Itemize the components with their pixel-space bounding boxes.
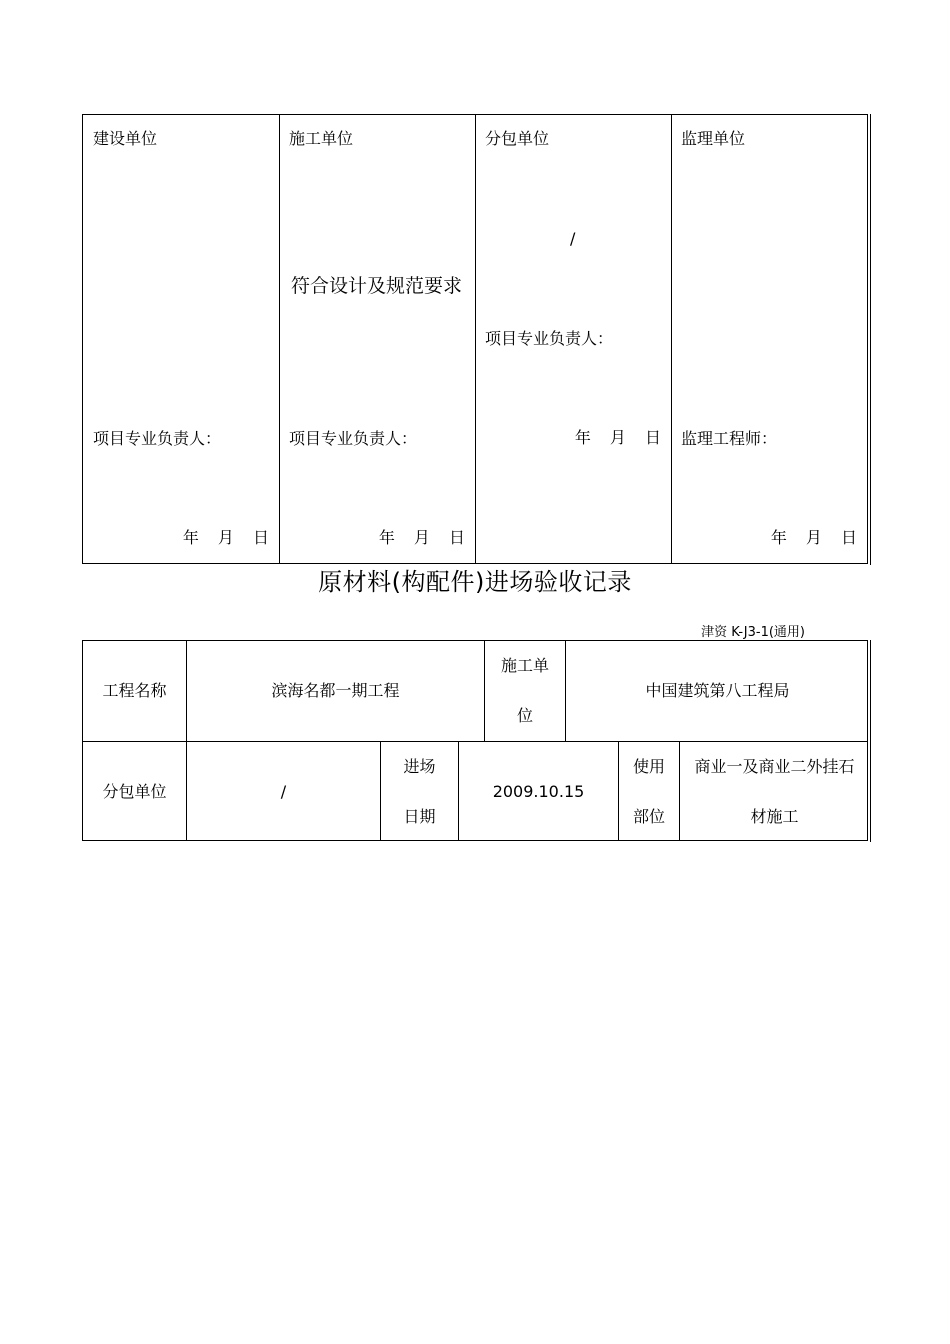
owner-person-label: 项目专业负责人： <box>93 429 222 448</box>
subcontractor-unit-header: 分包单位 <box>485 129 550 148</box>
owner-unit-cell <box>83 115 279 563</box>
supervisor-date-label: 年 月 日 <box>770 528 857 547</box>
subcontractor-cell <box>187 742 380 841</box>
contractor-cell <box>566 641 869 741</box>
subcontractor-person-label: 项目专业负责人： <box>485 329 614 348</box>
subcontractor-date-label: 年 月 日 <box>574 428 661 447</box>
table-outer-border <box>870 640 871 842</box>
usage-label-line2: 部位 <box>632 806 665 826</box>
supervisor-unit-cell <box>671 115 867 563</box>
project-name-label: 工程名称 <box>102 681 167 700</box>
contractor-label-cell <box>485 641 565 741</box>
entry-date-cell <box>459 742 618 841</box>
entry-date-label-line2: 日期 <box>403 806 436 826</box>
contractor-label-line1: 施工单 <box>500 656 549 675</box>
project-name-label-cell <box>83 641 186 741</box>
owner-date-label: 年 月 日 <box>182 528 269 547</box>
contractor-unit-cell <box>279 115 475 563</box>
contractor-name: 中国建筑第八工程局 <box>645 681 790 700</box>
record-title: 原材料(构配件)进场验收记录 <box>318 568 632 596</box>
project-name: 滨海名都一期工程 <box>271 681 400 700</box>
subcontractor-label-cell <box>83 742 186 841</box>
supervisor-unit-header: 监理单位 <box>681 129 746 148</box>
usage-line1: 商业一及商业二外挂石 <box>694 756 855 776</box>
project-name-cell <box>187 641 484 741</box>
record-info-table <box>82 640 868 841</box>
entry-date: 2009.10.15 <box>492 781 585 801</box>
contractor-label-line2: 位 <box>516 706 533 725</box>
subcontractor-label: 分包单位 <box>102 781 167 801</box>
subcontractor-unit-cell <box>475 115 671 563</box>
contractor-unit-header: 施工单位 <box>289 129 354 148</box>
usage-line2: 材施工 <box>750 806 799 826</box>
form-code: 津资 K-J3-1(通用) <box>701 625 805 640</box>
subcontractor-value: / <box>280 781 287 801</box>
signature-table <box>82 114 868 564</box>
entry-date-label-line1: 进场 <box>403 756 436 776</box>
usage-label-line1: 使用 <box>632 756 665 776</box>
usage-cell <box>680 742 869 841</box>
subcontractor-conclusion: / <box>570 229 576 248</box>
contractor-person-label: 项目专业负责人： <box>289 429 418 448</box>
table-outer-border <box>870 114 871 565</box>
usage-label-cell <box>619 742 679 841</box>
entry-date-label-cell <box>381 742 458 841</box>
contractor-date-label: 年 月 日 <box>378 528 465 547</box>
owner-unit-header: 建设单位 <box>93 129 158 148</box>
supervisor-person-label: 监理工程师： <box>681 429 778 448</box>
contractor-conclusion: 符合设计及规范要求 <box>291 275 463 297</box>
